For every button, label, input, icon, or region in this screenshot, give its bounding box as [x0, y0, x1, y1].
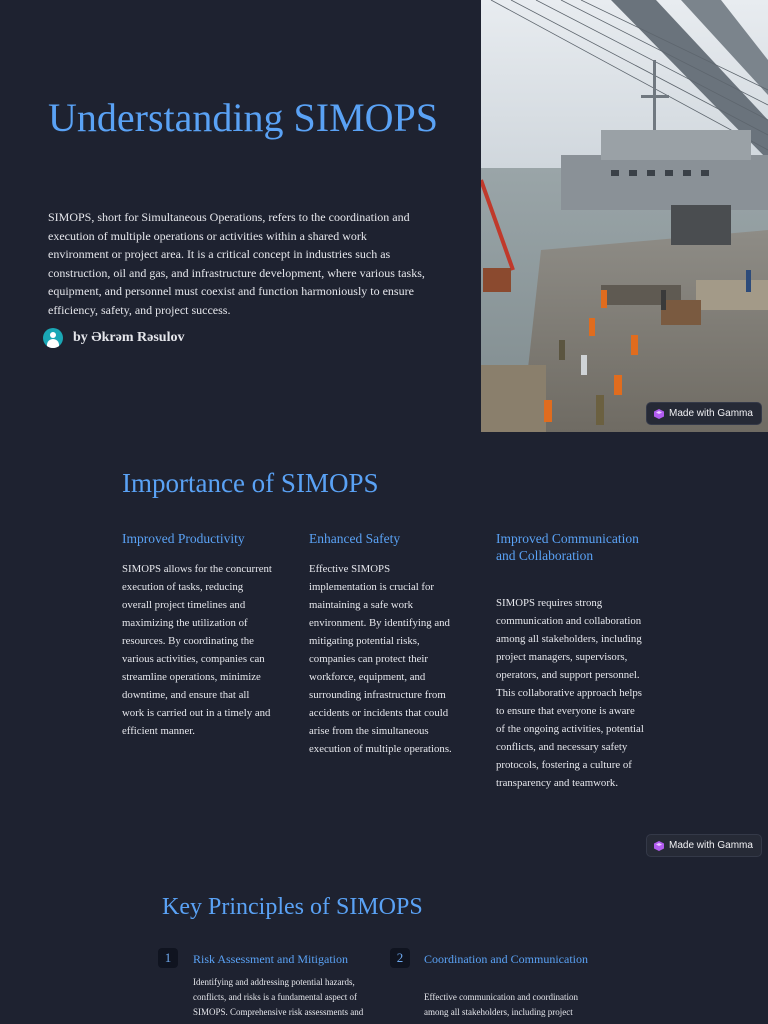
made-with-gamma-badge[interactable] — [646, 834, 762, 857]
gamma-logo-icon — [654, 841, 664, 851]
column-heading: Enhanced Safety — [309, 531, 401, 546]
made-with-gamma-badge[interactable] — [646, 402, 762, 425]
column-safety — [309, 530, 459, 758]
ship-deck-photo — [481, 0, 768, 432]
made-with-gamma-label: Made with Gamma — [669, 408, 753, 419]
made-with-gamma-label: Made with Gamma — [669, 840, 753, 851]
intro-paragraph: SIMOPS, short for Simultaneous Operations, refers to the coordination and execution of multiple operations or activities within a shared work environment or project area. It is a critical concept in industries such as construction, oil and gas, and infrastructure development, where various tasks, equipment, and personnel must coexist and function harmoniously to ensure efficiency, safety, and project success. — [48, 210, 425, 317]
section-title-importance: Importance of SIMOPS — [122, 468, 379, 498]
author-line — [43, 328, 184, 348]
key-principles-slide — [0, 862, 768, 1024]
importance-slide — [0, 432, 768, 862]
column-productivity — [122, 530, 272, 740]
principle-heading: Risk Assessment and Mitigation — [193, 952, 349, 966]
principle-text: Effective communication and coordination among all stakeholders, including project — [424, 992, 579, 1017]
principle-heading: Coordination and Communication — [424, 952, 588, 966]
column-text: Effective SIMOPS implementation is crucial for maintaining a safe work environment. By identifying and mitigating potential risks, companies can protect their workforce, equipment, and surrounding infrastructure from accidents or incidents that could arise from the simultaneous execution of multiple operations. — [309, 563, 452, 755]
user-avatar-icon — [43, 328, 63, 348]
column-text: SIMOPS requires strong communication and collaboration among all stakeholders, including project managers, supervisors, operators, and support personnel. This collaborative approach helps to ensure that everyone is aware of the ongoing activities, potential conflicts, and necessary safety protocols, fostering a culture of transparency and teamwork. — [496, 597, 644, 789]
page-title: Understanding SIMOPS — [48, 95, 439, 140]
step-number: 2 — [390, 948, 410, 968]
title-slide — [0, 0, 768, 432]
column-heading: Improved Communication and Collaboration — [496, 531, 639, 563]
column-communication — [496, 530, 646, 792]
section-title-principles: Key Principles of SIMOPS — [162, 894, 423, 920]
author-name: by Əkrəm Rəsulov — [73, 330, 185, 345]
column-text: SIMOPS allows for the concurrent execution of tasks, reducing overall project timelines and maximizing the utilization of resources. By coordinating the various activities, companies can streamline operations, minimize downtime, and ensure that all work is carried out in a timely and efficient manner. — [122, 563, 272, 737]
step-number: 1 — [158, 948, 178, 968]
gamma-logo-icon — [654, 409, 664, 419]
column-heading: Improved Productivity — [122, 531, 245, 546]
principle-text: Identifying and addressing potential hazards, conflicts, and risks is a fundamental aspect of SIMOPS. Comprehensive risk assessments and — [193, 977, 364, 1017]
